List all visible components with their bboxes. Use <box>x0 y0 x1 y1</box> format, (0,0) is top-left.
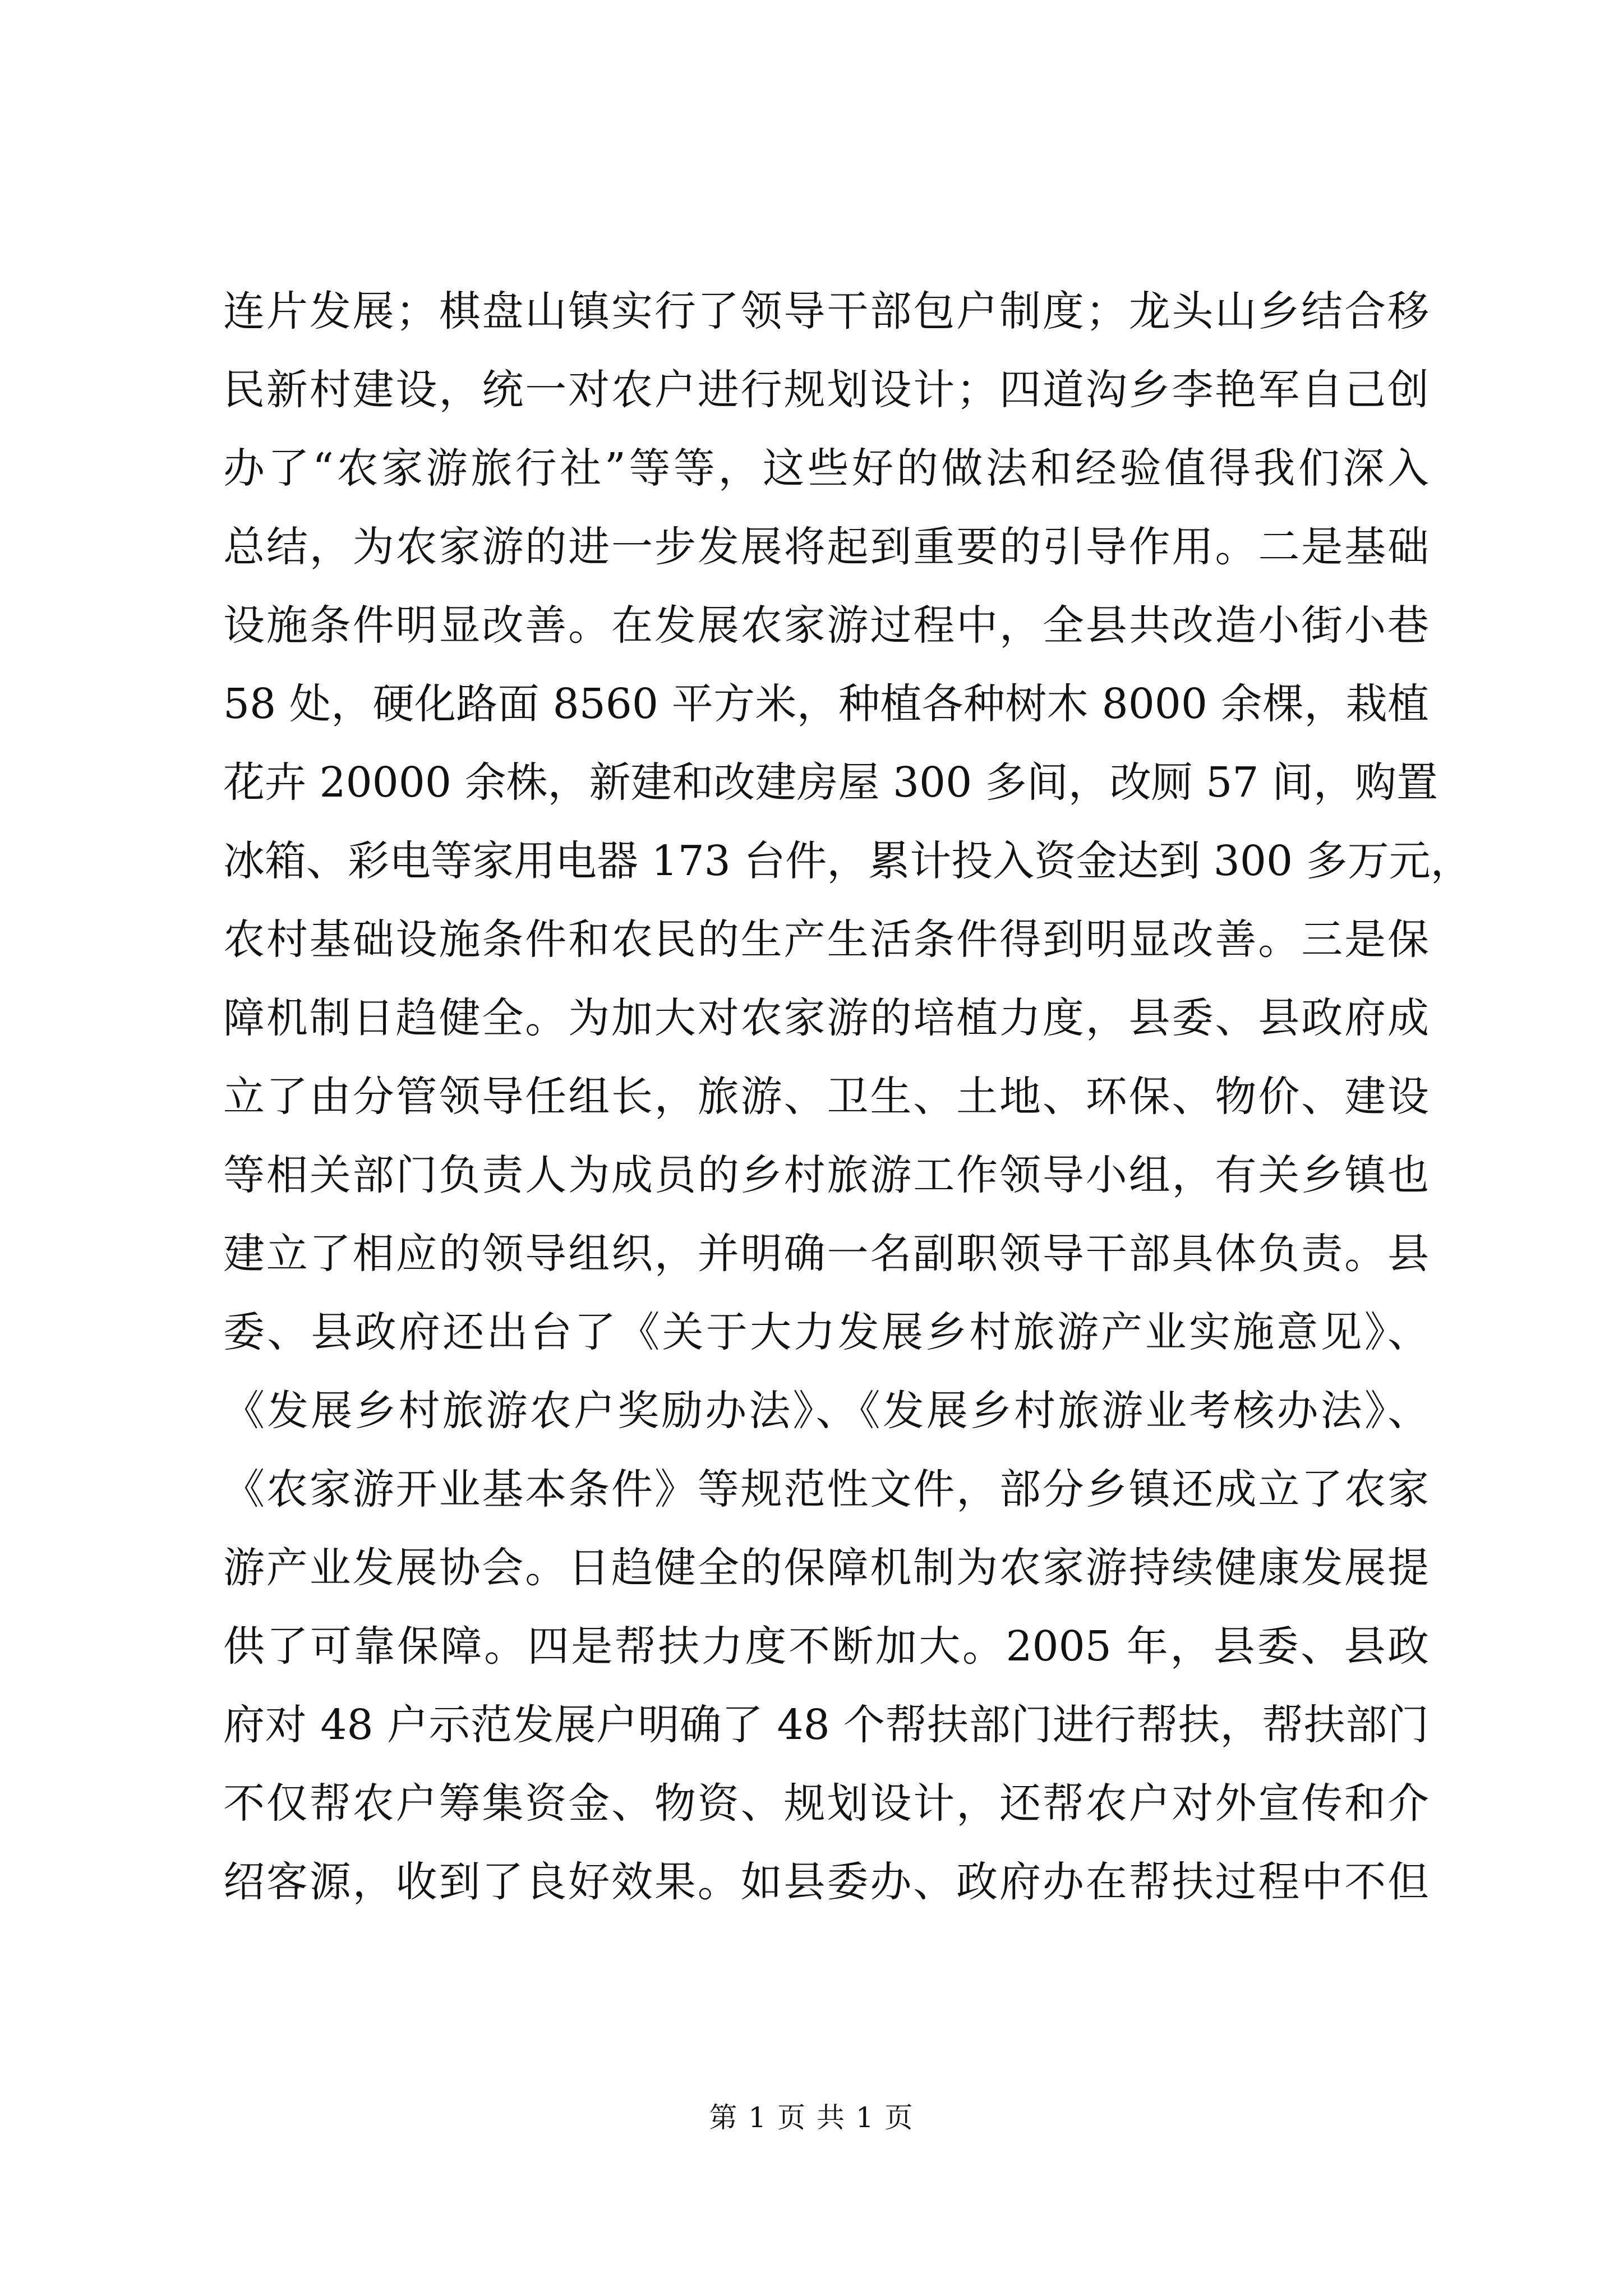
text-line: 立了由分管领导任组长，旅游、卫生、土地、环保、物价、建设 <box>223 1073 1429 1121</box>
text-line: 冰箱、彩电等家用电器 173 台件，累计投入资金达到 300 多万元， <box>223 837 1472 885</box>
text-line: 不仅帮农户筹集资金、物资、规划设计，还帮农户对外宣传和介 <box>223 1779 1429 1828</box>
text-line: 障机制日趋健全。为加大对农家游的培植力度，县委、县政府成 <box>223 994 1429 1042</box>
text-line: 府对 48 户示范发展户明确了 48 个帮扶部门进行帮扶，帮扶部门 <box>223 1701 1429 1749</box>
text-line: 58 处，硬化路面 8560 平方米，种植各种树木 8000 余棵，栽植 <box>223 680 1429 728</box>
text-line: 委、县政府还出台了《关于大力发展乡村旅游产业实施意见》、 <box>223 1308 1429 1356</box>
text-line: 等相关部门负责人为成员的乡村旅游工作领导小组，有关乡镇也 <box>223 1151 1429 1199</box>
text-line: 总结，为农家游的进一步发展将起到重要的引导作用。二是基础 <box>223 523 1429 571</box>
text-line: 花卉 20000 余株，新建和改建房屋 300 多间，改厕 57 间，购置 <box>223 758 1438 807</box>
text-line: 游产业发展协会。日趋健全的保障机制为农家游持续健康发展提 <box>223 1544 1429 1592</box>
text-line: 《发展乡村旅游农户奖励办法》、《发展乡村旅游业考核办法》、 <box>223 1387 1429 1435</box>
text-line: 办了“农家游旅行社”等等，这些好的做法和经验值得我们深入 <box>223 444 1429 493</box>
text-line: 绍客源，收到了良好效果。如县委办、政府办在帮扶过程中不但 <box>223 1858 1429 1906</box>
text-line: 连片发展；棋盘山镇实行了领导干部包户制度；龙头山乡结合移 <box>223 287 1429 335</box>
text-line: 建立了相应的领导组织，并明确一名副职领导干部具体负责。县 <box>223 1230 1429 1278</box>
text-line: 设施条件明显改善。在发展农家游过程中，全县共改造小街小巷 <box>223 601 1429 650</box>
page-number-footer: 第 1 页 共 1 页 <box>709 2101 914 2134</box>
text-line: 农村基础设施条件和农民的生产生活条件得到明显改善。三是保 <box>223 915 1429 964</box>
body-text <box>223 272 1472 1921</box>
text-line: 民新村建设，统一对农户进行规划设计；四道沟乡李艳军自己创 <box>223 366 1429 414</box>
text-line: 供了可靠保障。四是帮扶力度不断加大。2005 年，县委、县政 <box>223 1622 1429 1671</box>
text-line: 《农家游开业基本条件》等规范性文件，部分乡镇还成立了农家 <box>223 1465 1429 1513</box>
